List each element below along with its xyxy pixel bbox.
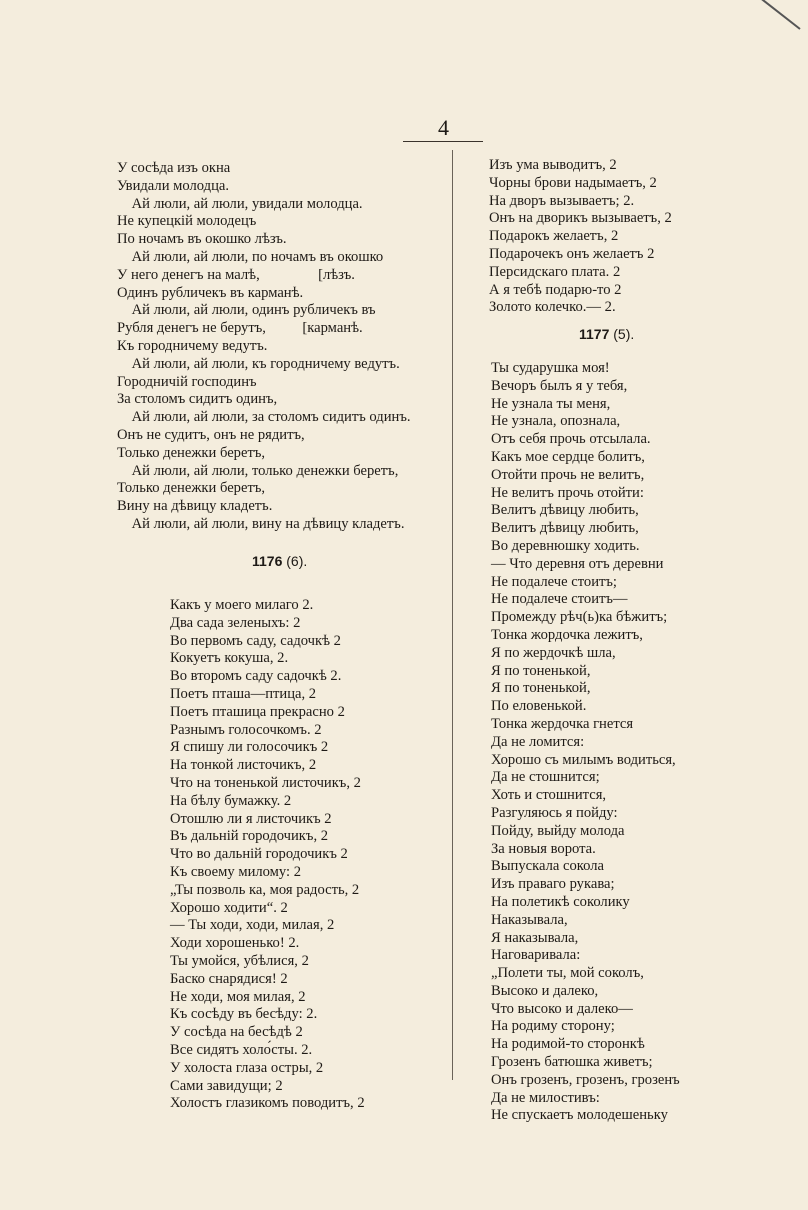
text-line: На бѣлу бумажку. 2 <box>170 792 292 809</box>
text-line: На родимой-то сторонкѣ <box>491 1036 645 1053</box>
text-line: Одинъ рубличекъ въ карманѣ. <box>117 284 304 301</box>
text-line: Что высоко и далеко— <box>491 1000 633 1017</box>
text-line: Холостъ глазикомъ поводитъ, 2 <box>170 1095 365 1112</box>
song-1176-heading <box>252 553 307 569</box>
text-line: Въ дальній городочикъ, 2 <box>170 828 329 845</box>
text-line: Хоть и стошнится, <box>491 787 607 804</box>
text-line: Тонка жердочка гнется <box>491 715 634 732</box>
text-line: Хорошо ходити“. 2 <box>170 899 288 916</box>
text-line: — Ты ходи, ходи, милая, 2 <box>170 917 335 934</box>
text-line: Только денежки беретъ, <box>117 444 266 461</box>
text-line: Во деревнюшку ходить. <box>491 537 640 554</box>
text-line: Ай люли, ай люли, къ городничему ведутъ. <box>117 355 400 372</box>
column-divider <box>452 150 453 1080</box>
text-line: Ты сударушка моя! <box>491 360 610 376</box>
text-line: Я по тоненькой, <box>491 680 591 697</box>
song-1177-heading <box>579 326 634 342</box>
text-line: Пойду, выйду молода <box>491 822 625 839</box>
text-line: Выпускала сокола <box>491 858 604 875</box>
text-line: Къ сосѣду въ бесѣду: 2. <box>170 1006 318 1023</box>
song-number: 1176 <box>252 553 283 569</box>
text-line: Отошлю ли я листочикъ 2 <box>170 810 332 827</box>
text-line: Онъ грозенъ, грозенъ, грозенъ <box>491 1071 680 1088</box>
left-column-top-text <box>117 160 411 534</box>
text-line: Не спускаетъ молодешеньку <box>491 1107 668 1124</box>
song-note: (6). <box>286 553 308 569</box>
text-line: Велитъ дѣвицу любить, <box>491 502 639 519</box>
text-line: „Полети ты, мой соколъ, <box>491 965 644 982</box>
text-line: Хорошо съ милымъ водиться, <box>491 751 676 768</box>
text-line: По еловенькой. <box>491 698 587 715</box>
text-line: Да не милостивъ: <box>491 1089 600 1106</box>
text-line: Вечоръ былъ я у тебя, <box>491 377 628 394</box>
text-line: Тонка жордочка лежитъ, <box>491 626 643 643</box>
text-line: Я по жердочкѣ шла, <box>491 644 616 661</box>
text-line: Подарокъ желаетъ, 2 <box>489 228 619 245</box>
text-line: Не подалече стоитъ— <box>491 591 628 608</box>
text-line: Наказывала, <box>491 911 568 928</box>
text-line: А я тебѣ подарю-то 2 <box>489 281 622 298</box>
text-line: Не узнала, опознала, <box>491 413 621 430</box>
text-line: По ночамъ въ окошко лѣзъ. <box>117 231 287 248</box>
right-column-bottom-text <box>491 360 680 1125</box>
text-line: Я по тоненькой, <box>491 662 591 679</box>
text-line: Что на тоненькой листочикъ, 2 <box>170 774 361 791</box>
text-line: Кокуетъ кокуша, 2. <box>170 650 289 667</box>
text-line: Вину на дѣвицу кладетъ. <box>117 498 273 515</box>
text-line: Изъ праваго рукава; <box>491 876 615 893</box>
text-line: На полетикѣ соколику <box>491 893 630 910</box>
text-line: Не подалече стоитъ; <box>491 573 617 590</box>
text-line: „Ты позволь ка, моя радость, 2 <box>170 881 360 898</box>
text-line: Ты умойся, убѣлися, 2 <box>170 952 309 969</box>
text-line: Какъ мое сердце болитъ, <box>491 448 645 465</box>
text-line: Онъ не судитъ, онъ не рядитъ, <box>117 426 305 443</box>
text-line: Ай люли, ай люли, по ночамъ въ окошко <box>117 248 384 265</box>
text-line: На родиму сторону; <box>491 1018 615 1035</box>
text-line: За столомъ сидитъ одинъ, <box>117 391 278 408</box>
text-line: Во второмъ саду садочкѣ 2. <box>170 668 342 685</box>
text-line: Все сидятъ холо́сты. 2. <box>170 1041 313 1058</box>
text-line: Ай люли, ай люли, вину на дѣвицу кладетъ. <box>117 515 405 532</box>
text-line: Я наказывала, <box>491 929 579 946</box>
text-line: Отъ себя прочь отсылала. <box>491 431 651 448</box>
text-line: Отойти прочь не велитъ, <box>491 466 645 483</box>
text-line: — Что деревня отъ деревни <box>491 555 664 572</box>
text-line: Онъ на дворикъ вызываетъ, 2 <box>489 210 672 227</box>
text-line: Къ своему милому: 2 <box>170 863 302 880</box>
text-line: У него денегъ на малѣ, [лѣзъ. <box>117 266 355 283</box>
text-line: Изъ ума выводитъ, 2 <box>489 157 617 173</box>
right-column-top-text <box>489 157 672 317</box>
text-line: Я спишу ли голосочикъ 2 <box>170 739 329 756</box>
text-line: У холоста глаза остры, 2 <box>170 1059 324 1076</box>
text-line: Сами завидущи; 2 <box>170 1077 283 1094</box>
text-line: Что во дальній городочикъ 2 <box>170 846 348 863</box>
text-line: У сосѣда на бесѣдѣ 2 <box>170 1024 303 1041</box>
text-line: У сосѣда изъ окна <box>117 160 231 176</box>
song-number: 1177 <box>579 326 610 342</box>
text-line: Подарочекъ онъ желаетъ 2 <box>489 245 655 262</box>
text-line: Городничій господинъ <box>117 373 257 390</box>
left-column-bottom-text <box>170 597 365 1113</box>
text-line: Ходи хорошенько! 2. <box>170 935 300 952</box>
text-line: Наговаривала: <box>491 947 581 964</box>
text-line: Золото колечко.— 2. <box>489 299 616 316</box>
text-line: Да не стошнится; <box>491 769 600 786</box>
song-note: (5). <box>613 326 635 342</box>
text-line: Разгуляюсь я пойду: <box>491 804 618 821</box>
text-line: Не узнала ты меня, <box>491 395 611 412</box>
text-line: Ай люли, ай люли, за столомъ сидитъ одинъ. <box>117 409 411 426</box>
text-line: Да не ломится: <box>491 733 585 750</box>
text-line: Два сада зеленыхъ: 2 <box>170 614 301 631</box>
text-line: На дворъ вызываетъ; 2. <box>489 192 635 209</box>
text-line: Грозенъ батюшка живетъ; <box>491 1054 653 1071</box>
text-line: Поетъ пташица прекрасно 2 <box>170 703 345 720</box>
page-corner-mark <box>760 0 801 30</box>
text-line: Увидали молодца. <box>117 177 230 194</box>
text-line: Къ городничему ведутъ. <box>117 337 268 354</box>
text-line: Не купецкій молодецъ <box>117 213 257 230</box>
text-line: Во первомъ саду, садочкѣ 2 <box>170 632 341 649</box>
text-line: На тонкой листочикъ, 2 <box>170 757 317 774</box>
text-line: Поетъ пташа—птица, 2 <box>170 685 317 702</box>
text-line: Чорны брови надымаетъ, 2 <box>489 174 657 191</box>
text-line: Ай люли, ай люли, одинъ рубличекъ въ <box>117 302 376 319</box>
text-line: Баско снарядися! 2 <box>170 970 288 987</box>
text-line: Не велитъ прочь отойти: <box>491 484 644 501</box>
text-line: Рубля денегъ не берутъ, [карманѣ. <box>117 320 363 337</box>
text-line: Промежду рѣч(ь)ка бѣжитъ; <box>491 609 668 626</box>
text-line: Персидскаго плата. 2 <box>489 263 621 280</box>
text-line: Какъ у моего милаго 2. <box>170 597 314 613</box>
text-line: Разнымъ голосочкомъ. 2 <box>170 721 322 738</box>
header-rule <box>403 141 483 142</box>
text-line: Ай люли, ай люли, увидали молодца. <box>117 195 363 212</box>
page-number: 4 <box>438 115 449 140</box>
text-line: Ай люли, ай люли, только денежки беретъ, <box>117 462 399 479</box>
text-line: За новыя ворота. <box>491 840 596 857</box>
text-line: Велитъ дѣвицу любить, <box>491 520 639 537</box>
text-line: Высоко и далеко, <box>491 982 599 999</box>
text-line: Только денежки беретъ, <box>117 480 266 497</box>
text-line: Не ходи, моя милая, 2 <box>170 988 306 1005</box>
